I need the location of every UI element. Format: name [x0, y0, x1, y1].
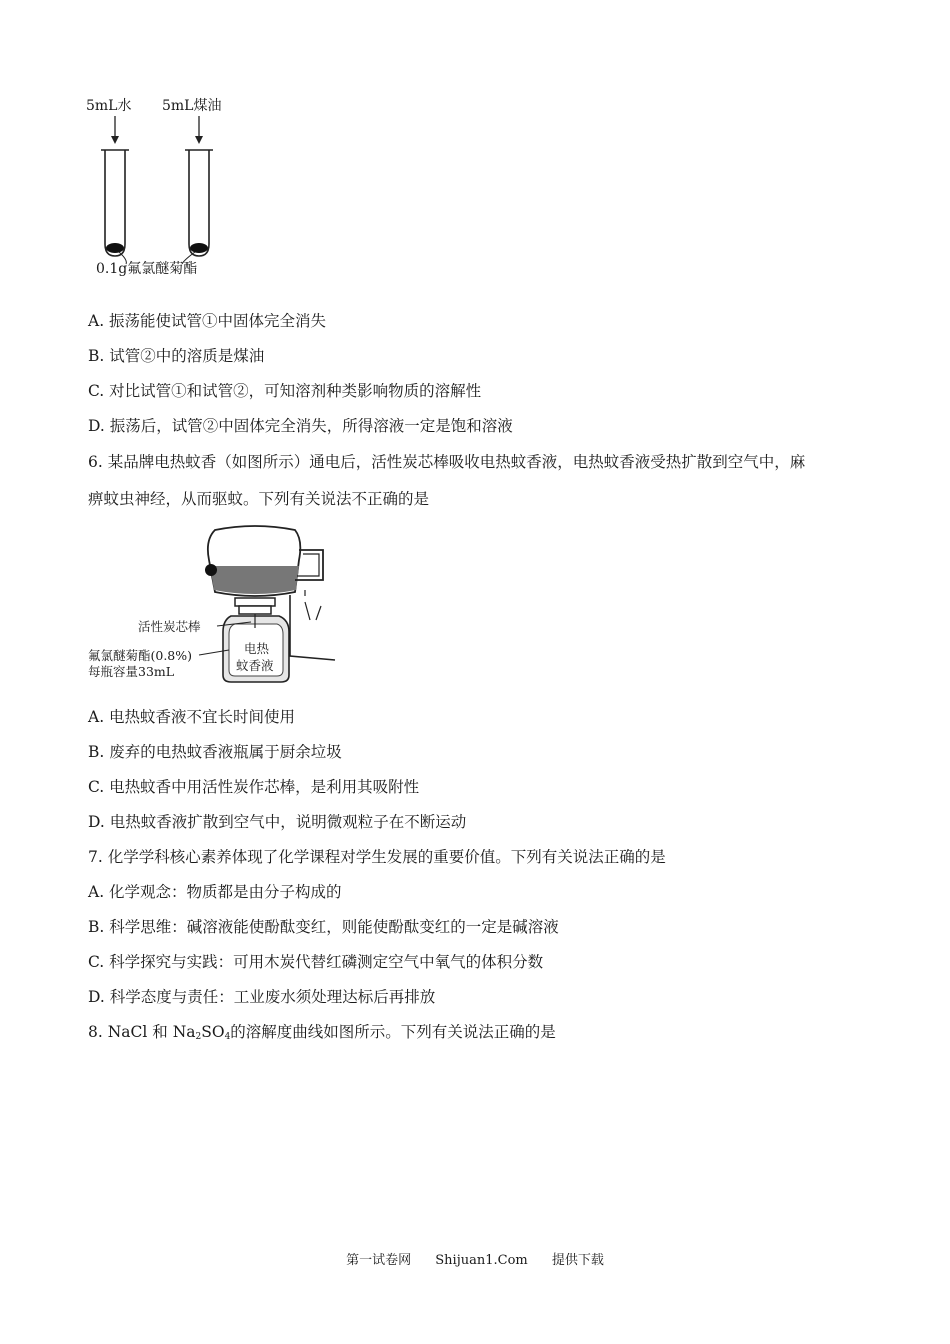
- footer-site-name: 第一试卷网: [346, 1253, 412, 1268]
- bottle-label-line2: 蚊香液: [236, 658, 274, 673]
- q5-option-c: C. 对比试管①和试管②，可知溶剂种类影响物质的溶解性: [88, 382, 482, 400]
- label-capacity: 每瓶容量33mL: [88, 664, 175, 679]
- q8-mid: SO: [201, 1023, 225, 1041]
- test-tube-figure: [86, 94, 246, 280]
- label-water: 5mL水: [86, 98, 132, 114]
- q8-prefix: 8. NaCl 和 Na: [88, 1023, 196, 1041]
- q5-option-b: B. 试管②中的溶质是煤油: [88, 347, 265, 365]
- q7-option-a: A. 化学观念：物质都是由分子构成的: [88, 883, 342, 901]
- footer-download-text: 提供下载: [551, 1253, 604, 1268]
- q7-option-d: D. 科学态度与责任：工业废水须处理达标后再排放: [88, 988, 436, 1006]
- label-ingredient: 氟氯醚菊酯(0.8%): [88, 648, 193, 663]
- q5-option-a: A. 振荡能使试管①中固体完全消失: [88, 312, 327, 330]
- label-kerosene: 5mL煤油: [162, 98, 222, 114]
- q8-sub1: 2: [195, 1032, 202, 1042]
- bottle-label-line1: 电热: [244, 641, 270, 656]
- label-carbon-rod: 活性炭芯棒: [138, 619, 201, 634]
- q7-option-b: B. 科学思维：碱溶液能使酚酞变红，则能使酚酞变红的一定是碱溶液: [88, 918, 559, 936]
- q8-sub2: 4: [224, 1032, 231, 1042]
- label-solid: 0.1g氟氯醚菊酯: [96, 261, 198, 277]
- q6-stem-line1: 6. 某品牌电热蚊香（如图所示）通电后，活性炭芯棒吸收电热蚊香液，电热蚊香液受热扩散到空气中，麻: [88, 453, 806, 471]
- footer-site-url: Shijuan1.Com: [435, 1253, 528, 1268]
- q6-option-b: B. 废弃的电热蚊香液瓶属于厨余垃圾: [88, 743, 342, 761]
- page-footer: [0, 1249, 950, 1268]
- test-tube-drawing: [86, 94, 246, 280]
- q6-option-a: A. 电热蚊香液不宜长时间使用: [88, 708, 296, 726]
- q6-option-c: C. 电热蚊香中用活性炭作芯棒，是利用其吸附性: [88, 778, 420, 796]
- q7-stem: 7. 化学学科核心素养体现了化学课程对学生发展的重要价值。下列有关说法正确的是: [88, 848, 666, 866]
- q6-option-d: D. 电热蚊香液扩散到空气中，说明微观粒子在不断运动: [88, 813, 467, 831]
- q7-option-c: C. 科学探究与实践：可用木炭代替红磷测定空气中氧气的体积分数: [88, 953, 544, 971]
- q5-option-d: D. 振荡后，试管②中固体完全消失，所得溶液一定是饱和溶液: [88, 417, 513, 435]
- q8-suffix: 的溶解度曲线如图所示。下列有关说法正确的是: [230, 1023, 556, 1041]
- q8-stem: [88, 1022, 556, 1047]
- q6-stem-line2: 痹蚊虫神经，从而驱蚊。下列有关说法不正确的是: [88, 490, 430, 508]
